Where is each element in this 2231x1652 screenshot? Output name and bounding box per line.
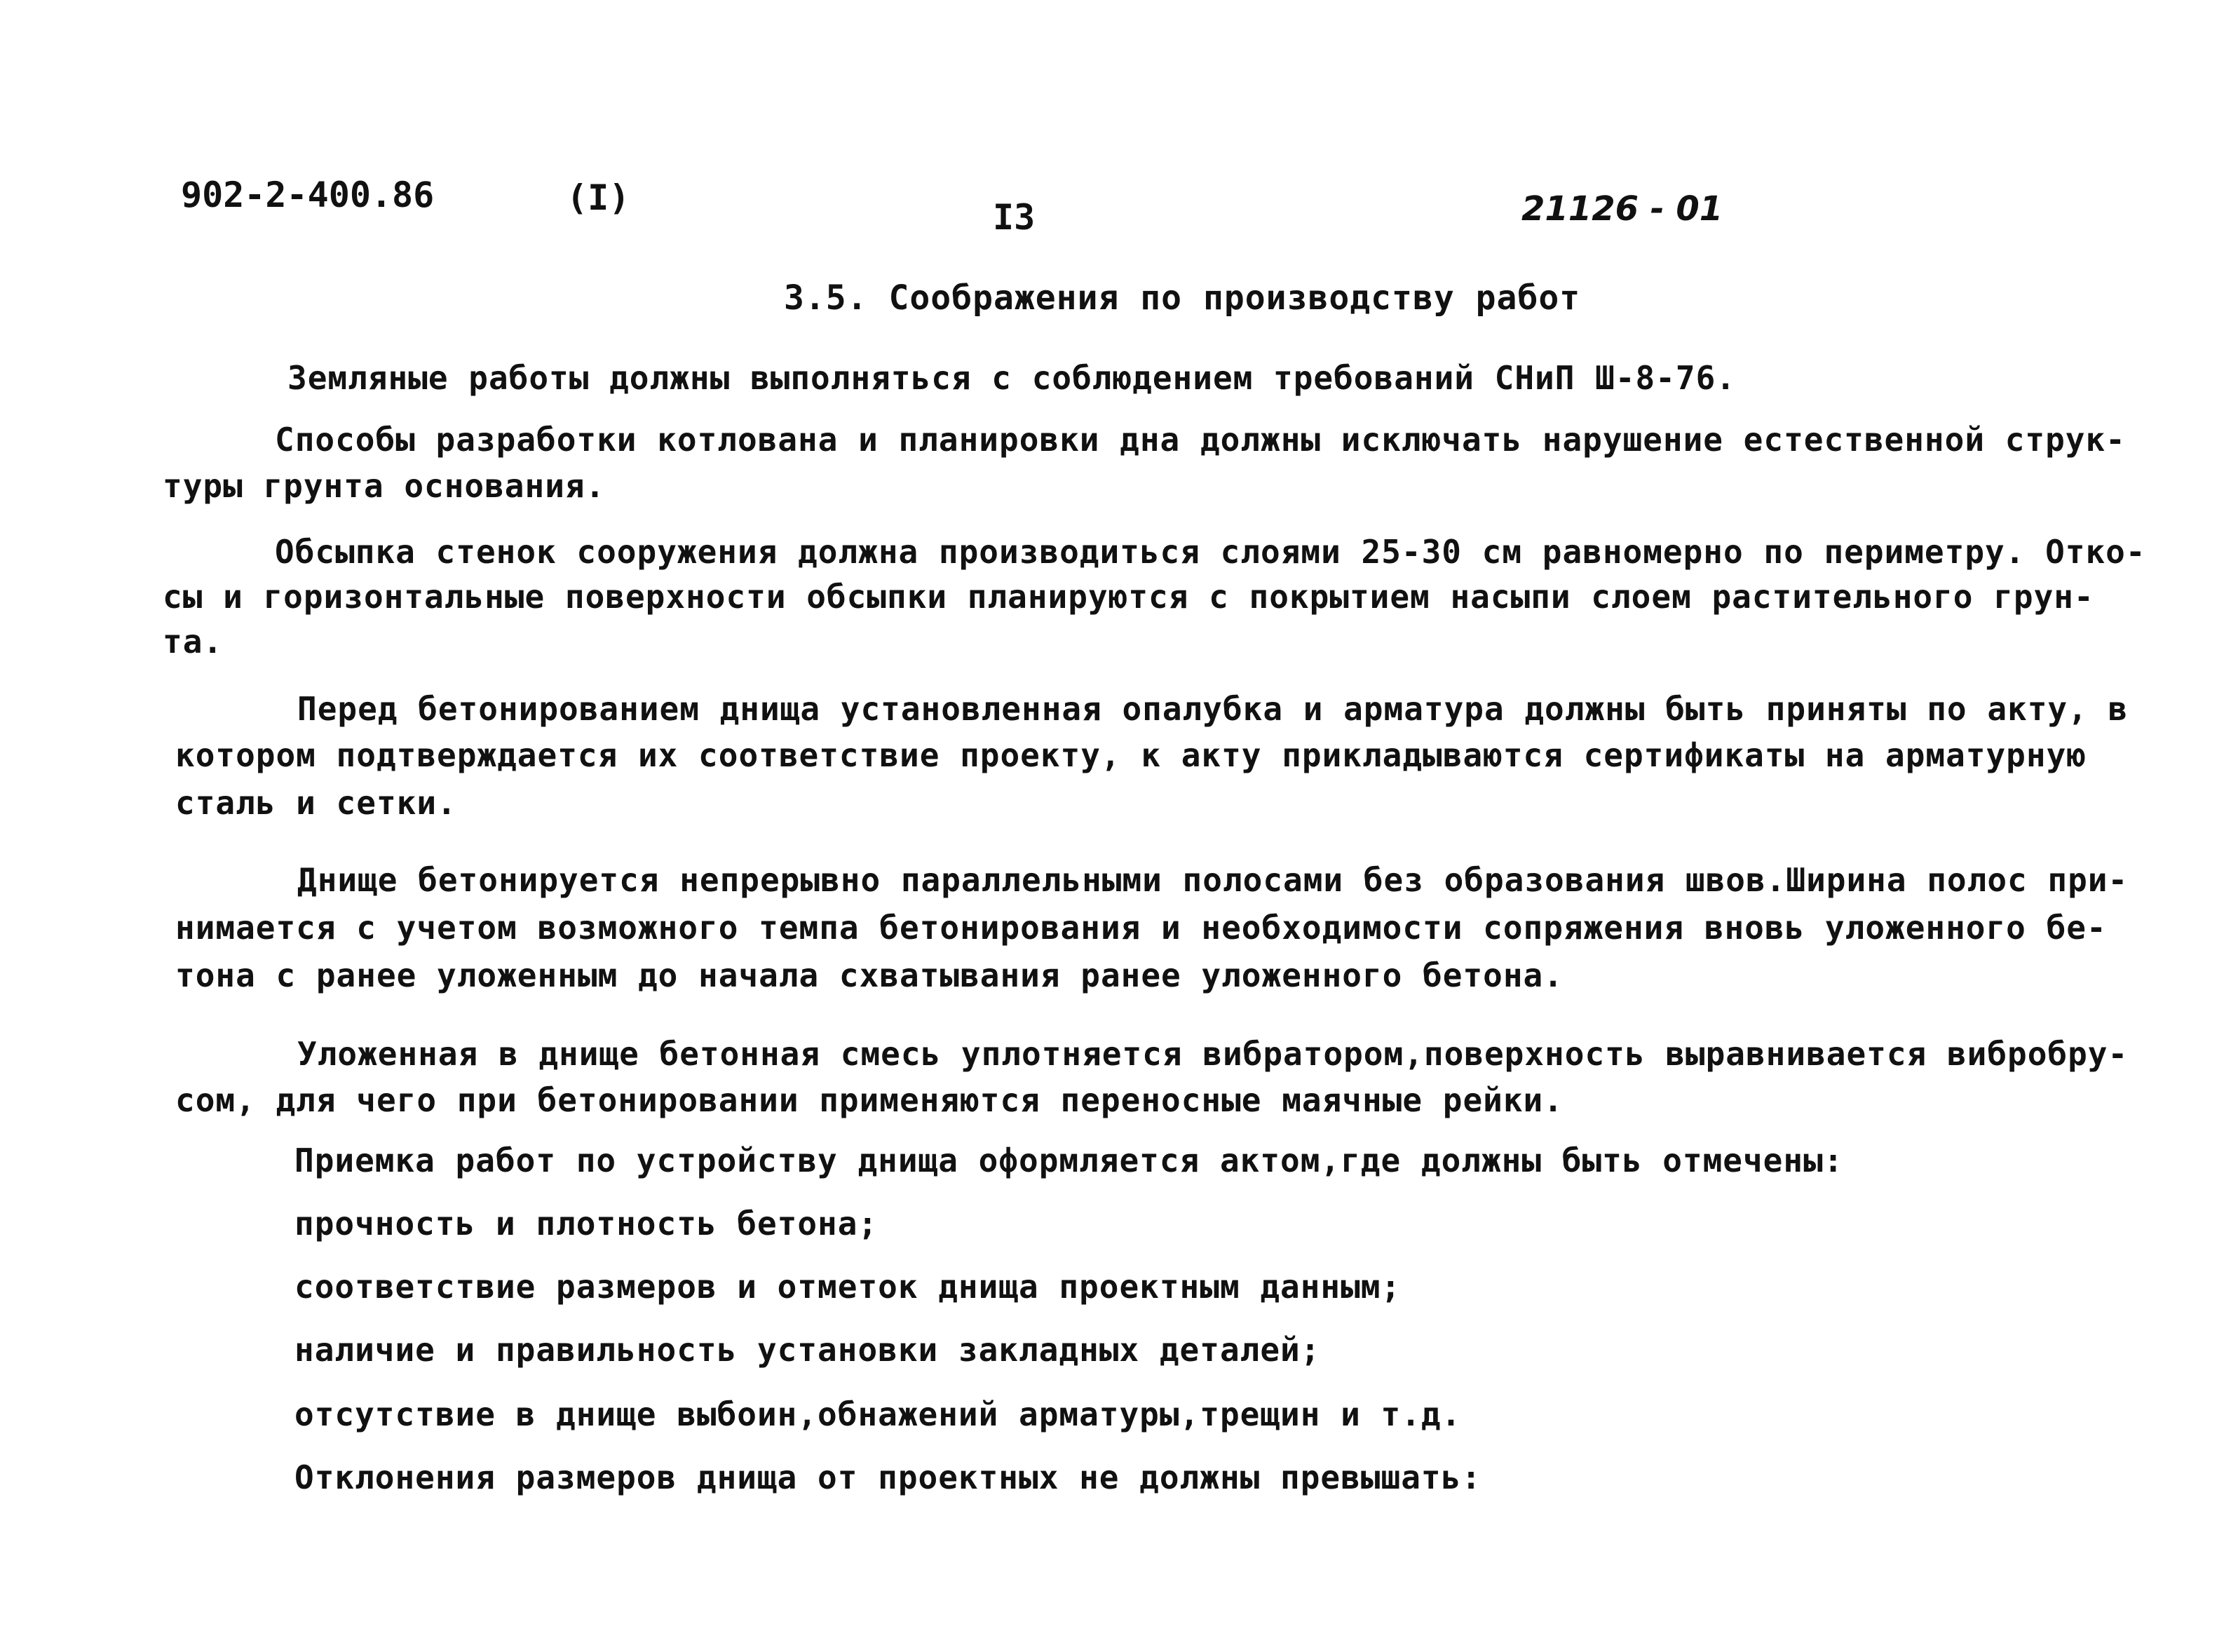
text-line: та. — [163, 623, 224, 661]
text-line: сом, для чего при бетонировании применяются переносные маячные рейки. — [175, 1081, 1564, 1119]
text-line: нимается с учетом возможного темпа бетонирования и необходимости сопряжения вновь уложенного бе- — [175, 909, 2107, 947]
text-line: наличие и правильность установки закладных деталей; — [294, 1331, 1321, 1369]
inventory-number: 21126 - 01 — [1521, 189, 1723, 229]
page-number: I3 — [993, 197, 1036, 238]
document-code: 902-2-400.86 — [181, 175, 435, 215]
text-line: Обсыпка стенок сооружения должна производиться слоями 25-30 см равномерно по периметру. Отко- — [275, 533, 2146, 571]
document-part: (I) — [567, 177, 630, 218]
text-line: Перед бетонированием днища установленная опалубка и арматура должны быть приняты по акту, в — [297, 690, 2129, 728]
text-line: Отклонения размеров днища от проектных не должны превышать: — [294, 1458, 1481, 1496]
text-line: соответствие размеров и отметок днища проектным данным; — [294, 1268, 1402, 1306]
text-line: Способы разработки котлована и планировки дна должны исключать нарушение естественной струк- — [275, 421, 2126, 459]
text-line: сталь и сетки. — [175, 784, 457, 822]
section-title: 3.5. Соображения по производству работ — [784, 278, 1581, 318]
text-line: Днище бетонируется непрерывно параллельными полосами без образования швов.Ширина полос при- — [297, 861, 2129, 899]
text-line: отсутствие в днище выбоин,обнажений арматуры,трещин и т.д. — [294, 1395, 1462, 1433]
text-line: Приемка работ по устройству днища оформляется актом,где должны быть отмечены: — [294, 1142, 1844, 1179]
text-line: сы и горизонтальные поверхности обсыпки планируются с покрытием насыпи слоем растительного грун- — [163, 578, 2094, 616]
text-line: туры грунта основания. — [163, 467, 606, 505]
text-line: прочность и плотность бетона; — [294, 1205, 879, 1243]
text-line: Уложенная в днище бетонная смесь уплотняется вибратором,поверхность выравнивается вибробру- — [297, 1035, 2129, 1073]
text-line: Земляные работы должны выполняться с соблюдением требований СНиП Ш-8-76. — [287, 359, 1736, 397]
text-line: тона с ранее уложенным до начала схватывания ранее уложенного бетона. — [175, 956, 1564, 994]
text-line: котором подтверждается их соответствие проекту, к акту прикладываются сертификаты на арматурную — [175, 736, 2087, 774]
